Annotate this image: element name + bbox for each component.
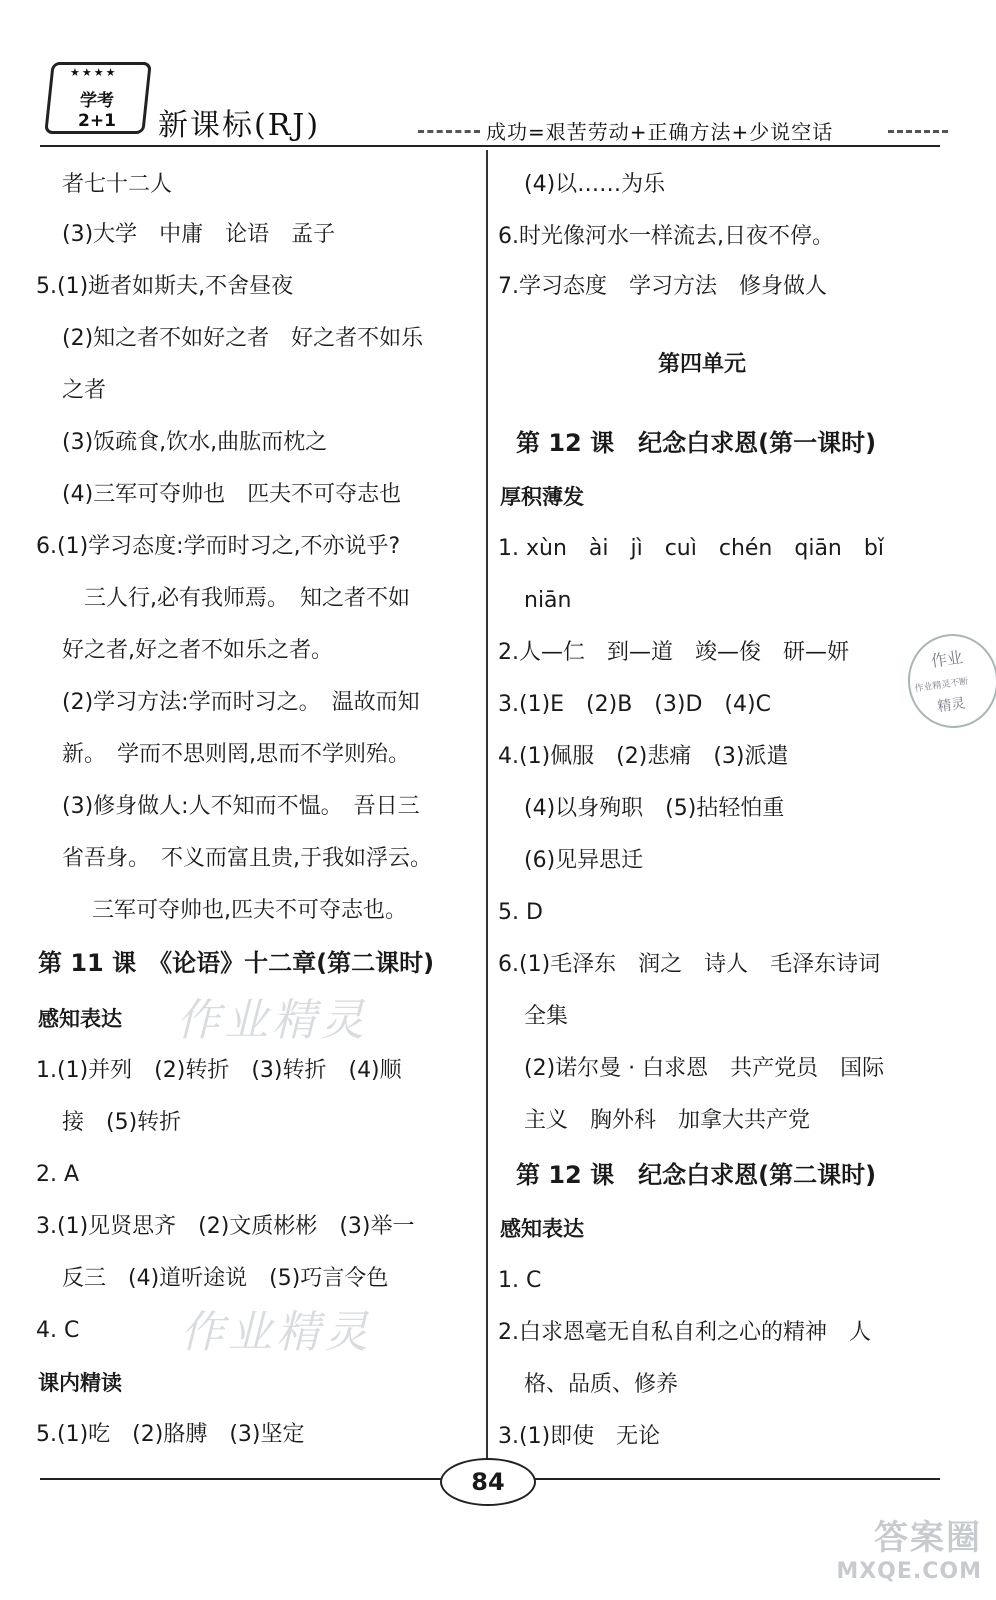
answer-line: (3)饭疏食,饮水,曲肱而枕之 — [62, 430, 328, 455]
site-watermark — [832, 1510, 982, 1584]
motto-divider-left — [418, 130, 480, 133]
answer-line: 2.人—仁 到—道 竣—俊 研—妍 — [498, 640, 849, 665]
page-number: 84 — [440, 1458, 536, 1506]
header-rule — [40, 145, 940, 147]
answer-line: (2)知之者不如好之者 好之者不如乐 — [62, 326, 424, 351]
column-divider — [486, 150, 488, 1460]
answer-line: 6.(1)毛泽东 润之 诗人 毛泽东诗词 — [498, 952, 881, 977]
answer-line: 1. xùn ài jì cuì chén qiān bǐ — [498, 536, 884, 561]
answer-line: 1. C — [498, 1268, 542, 1293]
answer-line: 主义 胸外科 加拿大共产党 — [524, 1108, 811, 1133]
answer-line: 2. A — [36, 1162, 80, 1187]
motto-divider-right — [888, 130, 948, 133]
answer-line: (6)见异思迁 — [524, 848, 644, 873]
logo-text: 学考2+1 — [78, 91, 116, 131]
answer-line: (3)大学 中庸 论语 孟子 — [62, 222, 336, 247]
answer-line: 5.(1)逝者如斯夫,不舍昼夜 — [36, 274, 294, 299]
answer-line: 3.(1)E (2)B (3)D (4)C — [498, 692, 771, 717]
answer-line: (4)三军可夺帅也 匹夫不可夺志也 — [62, 482, 402, 507]
answer-line: 3.(1)见贤思齐 (2)文质彬彬 (3)举一 — [36, 1214, 415, 1239]
answer-line: 三人行,必有我师焉。 知之者不如 — [84, 586, 410, 611]
answer-line: 3.(1)即使 无论 — [498, 1424, 661, 1449]
answer-line: 之者 — [62, 378, 107, 403]
answer-line: (4)以身殉职 (5)拈轻怕重 — [524, 796, 785, 821]
answer-line: 者七十二人 — [62, 172, 173, 197]
site-watermark-logo: 答案圈 — [874, 1518, 982, 1558]
lesson-heading: 第 12 课 纪念白求恩(第二课时) — [516, 1161, 877, 1189]
answer-line: (2)诺尔曼 · 白求恩 共产党员 国际 — [524, 1056, 885, 1081]
stamp-line: 精灵 — [936, 695, 967, 716]
answer-line: 6.时光像河水一样流去,日夜不停。 — [498, 224, 834, 249]
answer-line: 4. C — [36, 1318, 80, 1343]
motto: 成功=艰苦劳动+正确方法+少说空话 — [486, 120, 834, 144]
answer-line: 7.学习态度 学习方法 修身做人 — [498, 274, 827, 299]
answer-line: 格、品质、修养 — [524, 1372, 679, 1397]
answer-line: 6.(1)学习态度:学而时习之,不亦说乎? — [36, 534, 401, 559]
answer-line: 好之者,好之者不如乐之者。 — [62, 638, 333, 663]
lesson-heading: 第 11 课 《论语》十二章(第二课时) — [38, 949, 435, 977]
answer-line: 5.(1)吃 (2)胳膊 (3)坚定 — [36, 1422, 305, 1447]
unit-heading: 第四单元 — [658, 352, 747, 377]
answer-line: (3)修身做人:人不知而不愠。 吾日三 — [62, 794, 420, 819]
watermark-text: 作业精灵 — [176, 995, 368, 1046]
stamp — [902, 628, 996, 734]
answer-line: 4.(1)佩服 (2)悲痛 (3)派遣 — [498, 744, 789, 769]
section-heading: 感知表达 — [38, 1007, 122, 1031]
answer-line: 新。 学而不思则罔,思而不学则殆。 — [62, 742, 410, 767]
site-watermark-url: MXQE.COM — [836, 1559, 982, 1584]
answer-line: 省吾身。 不义而富且贵,于我如浮云。 — [62, 846, 432, 871]
answer-line: 反三 (4)道听途说 (5)巧言令色 — [62, 1266, 389, 1291]
watermark-text: 作业精灵 — [180, 1307, 372, 1358]
answer-line: (4)以……为乐 — [524, 172, 666, 197]
answer-line: 5. D — [498, 900, 543, 925]
answer-line: 三军可夺帅也,匹夫不可夺志也。 — [92, 898, 407, 923]
answer-line: niān — [524, 588, 572, 613]
answer-line: 接 (5)转折 — [62, 1110, 182, 1135]
series-title: 新课标(RJ) — [158, 108, 321, 143]
stamp-line: 作业精灵不断 — [914, 676, 969, 695]
section-heading: 厚积薄发 — [500, 485, 584, 509]
answer-line: 2.白求恩毫无自私自利之心的精神 人 — [498, 1320, 871, 1345]
lesson-heading: 第 12 课 纪念白求恩(第一课时) — [516, 429, 877, 457]
logo-stars: ★★★★ — [70, 66, 118, 79]
answer-line: 全集 — [524, 1004, 569, 1029]
stamp-line: 作业 — [929, 647, 965, 671]
section-heading: 感知表达 — [500, 1217, 584, 1241]
section-heading: 课内精读 — [38, 1371, 122, 1395]
logo — [40, 52, 152, 140]
answer-line: (2)学习方法:学而时习之。 温故而知 — [62, 690, 420, 715]
answer-line: 1.(1)并列 (2)转折 (3)转折 (4)顺 — [36, 1058, 402, 1083]
